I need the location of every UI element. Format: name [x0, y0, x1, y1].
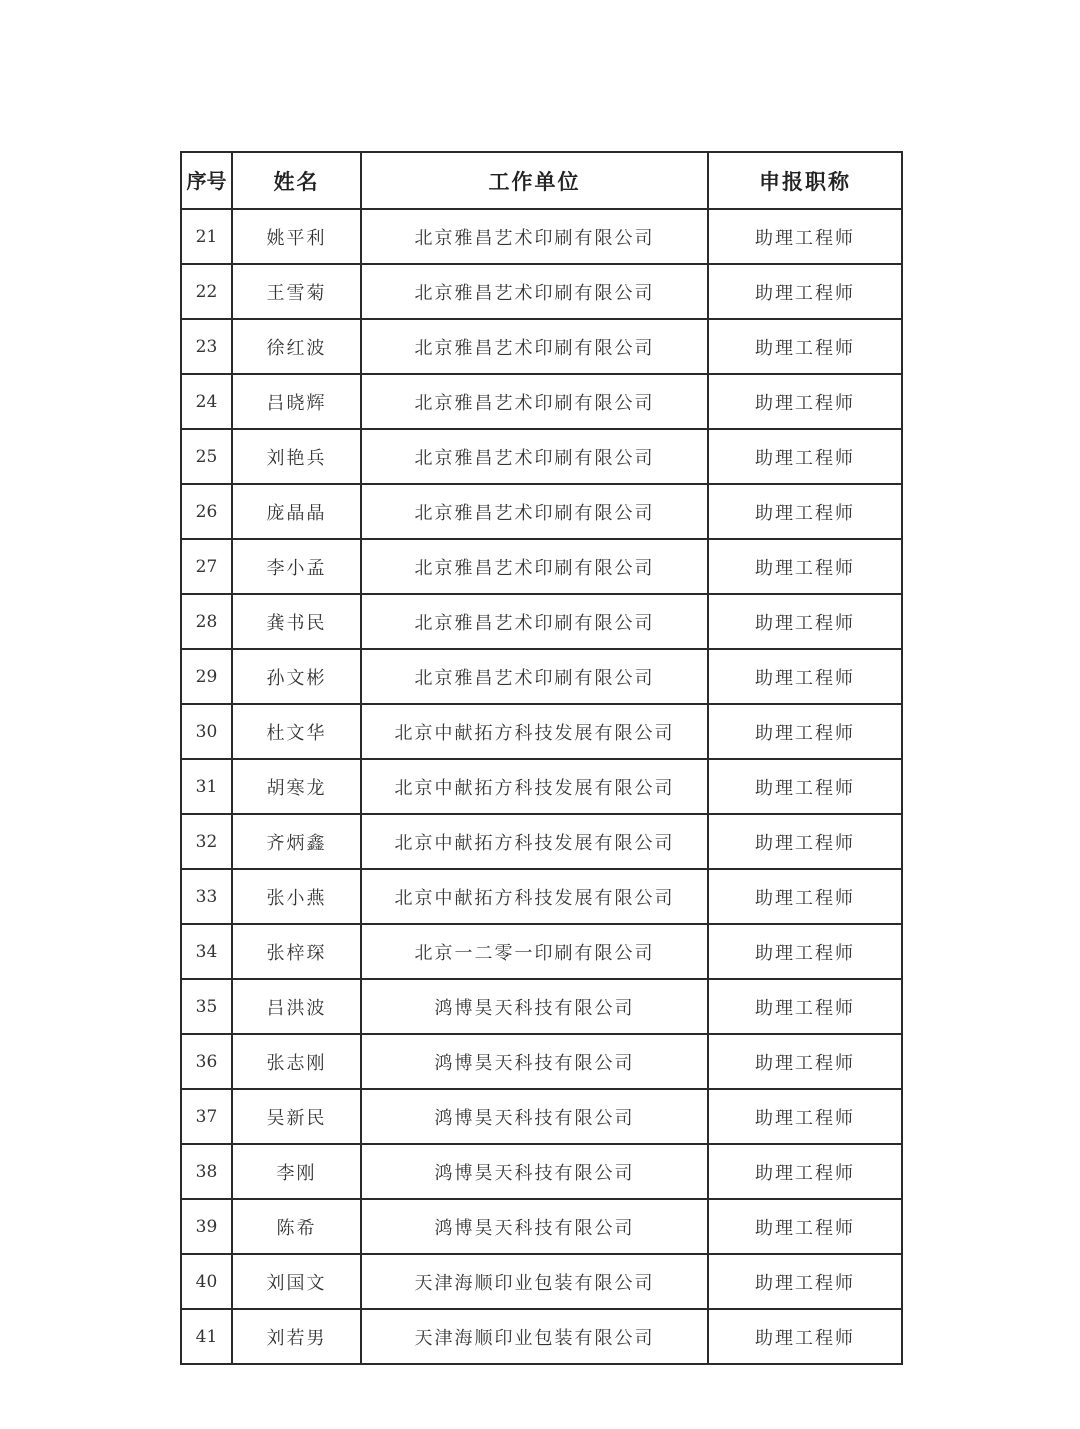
- cell-name: 陈希: [232, 1199, 361, 1254]
- cell-title: 助理工程师: [708, 319, 902, 374]
- cell-title: 助理工程师: [708, 1254, 902, 1309]
- cell-title: 助理工程师: [708, 704, 902, 759]
- table-row: [181, 429, 902, 484]
- applicant-table: [180, 151, 903, 1365]
- cell-seq: 34: [181, 924, 232, 979]
- cell-name: 刘国文: [232, 1254, 361, 1309]
- cell-seq: 31: [181, 759, 232, 814]
- cell-name: 张小燕: [232, 869, 361, 924]
- cell-name: 吕洪波: [232, 979, 361, 1034]
- cell-title: 助理工程师: [708, 649, 902, 704]
- cell-seq: 26: [181, 484, 232, 539]
- cell-unit: 北京雅昌艺术印刷有限公司: [361, 539, 708, 594]
- cell-seq: 30: [181, 704, 232, 759]
- cell-unit: 北京雅昌艺术印刷有限公司: [361, 484, 708, 539]
- table-row: [181, 979, 902, 1034]
- cell-seq: 21: [181, 209, 232, 264]
- cell-title: 助理工程师: [708, 1089, 902, 1144]
- cell-unit: 北京雅昌艺术印刷有限公司: [361, 374, 708, 429]
- cell-title: 助理工程师: [708, 759, 902, 814]
- cell-seq: 41: [181, 1309, 232, 1364]
- table-row: [181, 1309, 902, 1364]
- cell-unit: 北京中献拓方科技发展有限公司: [361, 704, 708, 759]
- cell-name: 张志刚: [232, 1034, 361, 1089]
- cell-name: 姚平利: [232, 209, 361, 264]
- cell-title: 助理工程师: [708, 264, 902, 319]
- cell-name: 吕晓辉: [232, 374, 361, 429]
- cell-title: 助理工程师: [708, 1199, 902, 1254]
- cell-unit: 鸿博昊天科技有限公司: [361, 1034, 708, 1089]
- cell-title: 助理工程师: [708, 429, 902, 484]
- cell-seq: 27: [181, 539, 232, 594]
- table-body: [181, 209, 902, 1364]
- cell-seq: 38: [181, 1144, 232, 1199]
- cell-title: 助理工程师: [708, 1309, 902, 1364]
- table-row: [181, 484, 902, 539]
- cell-name: 孙文彬: [232, 649, 361, 704]
- header-name: 姓名: [232, 152, 361, 209]
- cell-unit: 鸿博昊天科技有限公司: [361, 1089, 708, 1144]
- cell-title: 助理工程师: [708, 374, 902, 429]
- cell-unit: 北京中献拓方科技发展有限公司: [361, 814, 708, 869]
- cell-seq: 32: [181, 814, 232, 869]
- cell-unit: 天津海顺印业包装有限公司: [361, 1254, 708, 1309]
- cell-title: 助理工程师: [708, 924, 902, 979]
- cell-title: 助理工程师: [708, 209, 902, 264]
- table-header-row: [181, 152, 902, 209]
- cell-name: 李小孟: [232, 539, 361, 594]
- table-row: [181, 1089, 902, 1144]
- table-row: [181, 704, 902, 759]
- cell-seq: 33: [181, 869, 232, 924]
- cell-name: 杜文华: [232, 704, 361, 759]
- table-row: [181, 264, 902, 319]
- cell-title: 助理工程师: [708, 539, 902, 594]
- cell-name: 吴新民: [232, 1089, 361, 1144]
- cell-seq: 23: [181, 319, 232, 374]
- cell-name: 张梓琛: [232, 924, 361, 979]
- cell-title: 助理工程师: [708, 869, 902, 924]
- table-row: [181, 814, 902, 869]
- table-row: [181, 319, 902, 374]
- cell-title: 助理工程师: [708, 814, 902, 869]
- table-row: [181, 869, 902, 924]
- cell-seq: 39: [181, 1199, 232, 1254]
- cell-unit: 北京一二零一印刷有限公司: [361, 924, 708, 979]
- cell-unit: 北京雅昌艺术印刷有限公司: [361, 319, 708, 374]
- table-row: [181, 594, 902, 649]
- cell-name: 庞晶晶: [232, 484, 361, 539]
- header-seq: 序号: [181, 152, 232, 209]
- cell-unit: 北京雅昌艺术印刷有限公司: [361, 649, 708, 704]
- cell-unit: 鸿博昊天科技有限公司: [361, 1144, 708, 1199]
- cell-seq: 37: [181, 1089, 232, 1144]
- cell-title: 助理工程师: [708, 484, 902, 539]
- cell-unit: 北京中献拓方科技发展有限公司: [361, 869, 708, 924]
- table-row: [181, 539, 902, 594]
- cell-unit: 鸿博昊天科技有限公司: [361, 1199, 708, 1254]
- header-unit: 工作单位: [361, 152, 708, 209]
- cell-title: 助理工程师: [708, 1034, 902, 1089]
- cell-name: 胡寒龙: [232, 759, 361, 814]
- cell-unit: 北京雅昌艺术印刷有限公司: [361, 264, 708, 319]
- cell-seq: 25: [181, 429, 232, 484]
- cell-unit: 天津海顺印业包装有限公司: [361, 1309, 708, 1364]
- table-row: [181, 1199, 902, 1254]
- table-row: [181, 374, 902, 429]
- cell-seq: 22: [181, 264, 232, 319]
- cell-unit: 北京雅昌艺术印刷有限公司: [361, 594, 708, 649]
- cell-seq: 24: [181, 374, 232, 429]
- cell-seq: 35: [181, 979, 232, 1034]
- cell-name: 徐红波: [232, 319, 361, 374]
- table-row: [181, 209, 902, 264]
- cell-seq: 29: [181, 649, 232, 704]
- header-title: 申报职称: [708, 152, 902, 209]
- cell-seq: 40: [181, 1254, 232, 1309]
- cell-unit: 鸿博昊天科技有限公司: [361, 979, 708, 1034]
- table-row: [181, 1254, 902, 1309]
- cell-seq: 28: [181, 594, 232, 649]
- cell-name: 王雪菊: [232, 264, 361, 319]
- cell-title: 助理工程师: [708, 979, 902, 1034]
- cell-unit: 北京中献拓方科技发展有限公司: [361, 759, 708, 814]
- cell-name: 龚书民: [232, 594, 361, 649]
- table-row: [181, 924, 902, 979]
- cell-title: 助理工程师: [708, 1144, 902, 1199]
- cell-name: 刘艳兵: [232, 429, 361, 484]
- cell-name: 刘若男: [232, 1309, 361, 1364]
- table-row: [181, 1144, 902, 1199]
- cell-unit: 北京雅昌艺术印刷有限公司: [361, 429, 708, 484]
- cell-name: 齐炳鑫: [232, 814, 361, 869]
- table-row: [181, 1034, 902, 1089]
- cell-unit: 北京雅昌艺术印刷有限公司: [361, 209, 708, 264]
- table-row: [181, 759, 902, 814]
- cell-title: 助理工程师: [708, 594, 902, 649]
- cell-seq: 36: [181, 1034, 232, 1089]
- cell-name: 李刚: [232, 1144, 361, 1199]
- table-row: [181, 649, 902, 704]
